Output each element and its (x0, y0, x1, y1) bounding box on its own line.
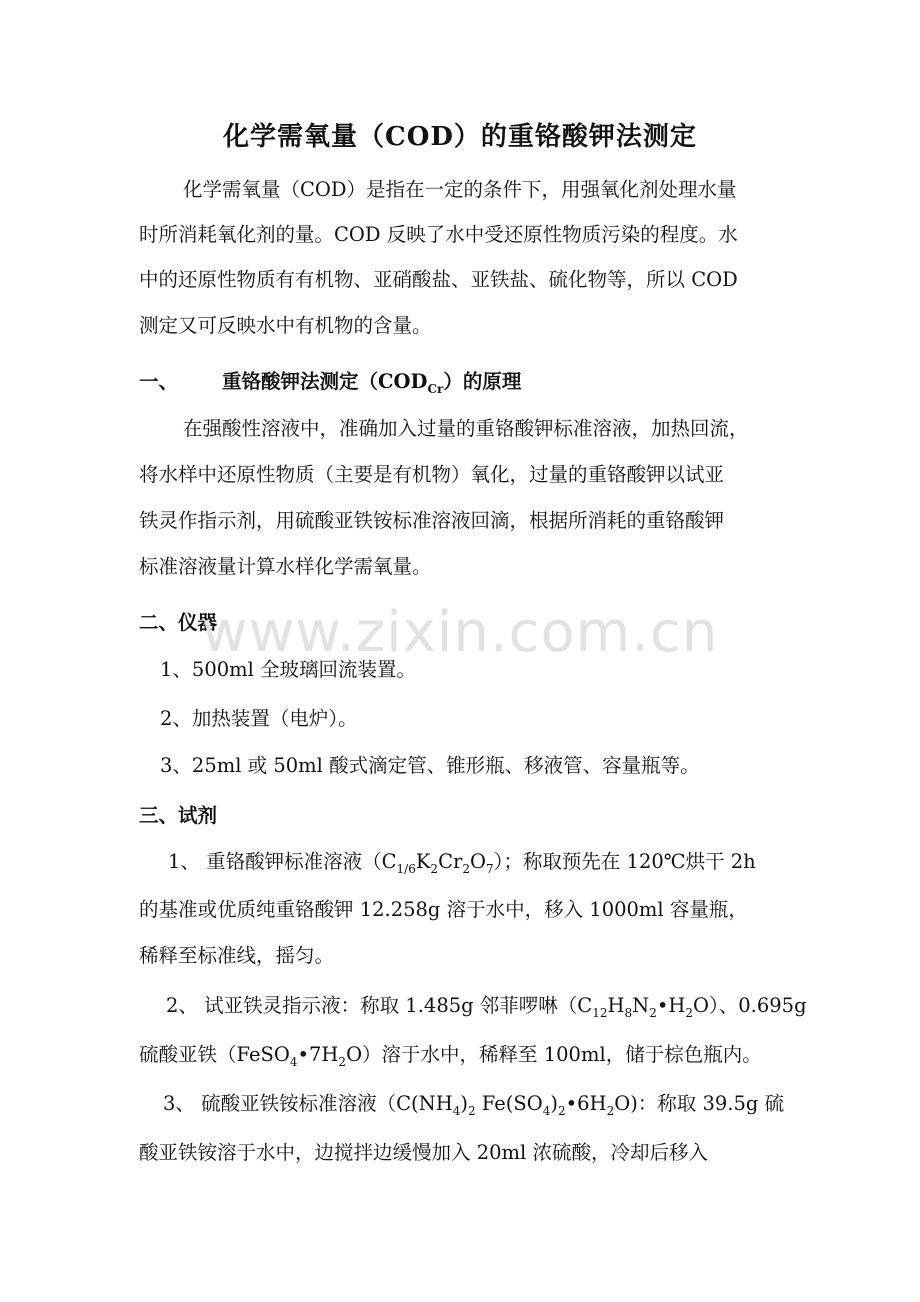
intro-line-2: 时所消耗氧化剂的量。COD 反映了水中受还原性物质污染的程度。水 (139, 223, 738, 246)
reagent-1-text: Cr (438, 850, 463, 873)
reagent-2-text: O）、0.695g (693, 994, 807, 1017)
section2-heading: 二、仪器 (139, 611, 218, 634)
reagent-2-line-2 (139, 1039, 762, 1069)
reagent-2-text: •7H (297, 1043, 339, 1066)
document-title: 化学需氧量（COD）的重铬酸钾法测定 (223, 122, 697, 152)
section1-heading (139, 366, 521, 396)
reagent-2-sub: 2 (649, 1005, 657, 1020)
reagent-2-text: N (632, 994, 650, 1017)
reagent-1-line-2: 的基准或优质纯重铬酸钾 12.258g 溶于水中，移入 1000ml 容量瓶， (139, 898, 748, 921)
reagent-3-sub: 4 (452, 1103, 461, 1118)
intro-line-1: 化学需氧量（COD）是指在一定的条件下，用强氧化剂处理水量 (183, 178, 737, 201)
reagent-2-text: •H (656, 994, 686, 1017)
reagent-1-text: K (415, 850, 431, 873)
reagent-3-text: O)：称取 39.5g 硫 (614, 1092, 785, 1115)
reagent-1-line-1 (168, 846, 756, 876)
reagent-2-text: O）溶于水中，稀释至 100ml，储于棕色瓶内。 (346, 1043, 762, 1066)
reagent-1-line-3: 稀释至标准线，摇匀。 (139, 944, 335, 967)
reagent-2-sub: 2 (338, 1054, 347, 1069)
reagent-2-line-1 (166, 990, 807, 1020)
reagent-2-sub: 12 (592, 1005, 608, 1020)
reagent-3-text: 3、 硫酸亚铁铵标准溶液（C(NH (163, 1092, 453, 1115)
section1-heading-text: 重铬酸钾法测定（COD (222, 370, 428, 393)
intro-line-3: 中的还原性物质有有机物、亚硝酸盐、亚铁盐、硫化物等，所以 COD (139, 268, 738, 291)
reagent-2-sub: 2 (685, 1005, 694, 1020)
watermark: www.zixin.com.cn (201, 600, 719, 665)
reagent-3-sub: 2 (606, 1103, 615, 1118)
reagent-1-text: ）；称取预先在 120℃烘干 2h (493, 850, 756, 873)
reagent-1-text: 1、 重铬酸钾标准溶液（C (168, 850, 397, 873)
reagent-3-text: •6H (565, 1092, 607, 1115)
reagent-3-line-1 (163, 1088, 784, 1118)
section1-number: 一、 (139, 370, 179, 393)
reagent-3-sub: 4 (542, 1103, 551, 1118)
reagent-1-sub: 1/6 (396, 861, 416, 876)
reagent-3-text: Fe(SO (475, 1092, 543, 1115)
instrument-item-2: 2、加热装置（电炉）。 (160, 707, 358, 730)
reagent-3-text: ) (460, 1092, 468, 1115)
reagent-2-sub: 8 (624, 1005, 633, 1020)
reagent-3-sub: 2 (467, 1103, 476, 1118)
reagent-1-text: O (469, 850, 486, 873)
reagent-3-sub: 2 (558, 1103, 566, 1118)
intro-line-4: 测定又可反映水中有机物的含量。 (139, 314, 432, 337)
section1-heading-tail: ）的原理 (443, 370, 522, 393)
reagent-2-sub: 4 (289, 1054, 298, 1069)
reagent-1-sub: 7 (485, 861, 494, 876)
reagent-2-text: 硫酸亚铁（FeSO (139, 1043, 290, 1066)
section1-heading-sub: Cr (427, 381, 444, 396)
section1-line-3: 铁灵作指示剂，用硫酸亚铁铵标准溶液回滴，根据所消耗的重铬酸钾 (139, 509, 725, 532)
instrument-item-1: 1、500ml 全玻璃回流装置。 (160, 658, 417, 681)
reagent-1-sub: 2 (430, 861, 439, 876)
section1-line-2: 将水样中还原性物质（主要是有机物）氧化，过量的重铬酸钾以试亚 (139, 463, 725, 486)
reagent-2-text: H (607, 994, 625, 1017)
instrument-item-3: 3、25ml 或 50ml 酸式滴定管、锥形瓶、移液管、容量瓶等。 (160, 754, 700, 777)
reagent-3-text: ) (550, 1092, 558, 1115)
section1-line-1: 在强酸性溶液中，准确加入过量的重铬酸钾标准溶液，加热回流， (183, 417, 749, 440)
reagent-3-line-2: 酸亚铁铵溶于水中，边搅拌边缓慢加入 20ml 浓硫酸，冷却后移入 (139, 1141, 708, 1164)
reagent-2-text: 2、 试亚铁灵指示液：称取 1.485g 邻菲啰啉（C (166, 994, 593, 1017)
section1-line-4: 标准溶液量计算水样化学需氧量。 (139, 555, 432, 578)
reagent-1-sub: 2 (462, 861, 470, 876)
section3-heading: 三、试剂 (139, 804, 218, 827)
